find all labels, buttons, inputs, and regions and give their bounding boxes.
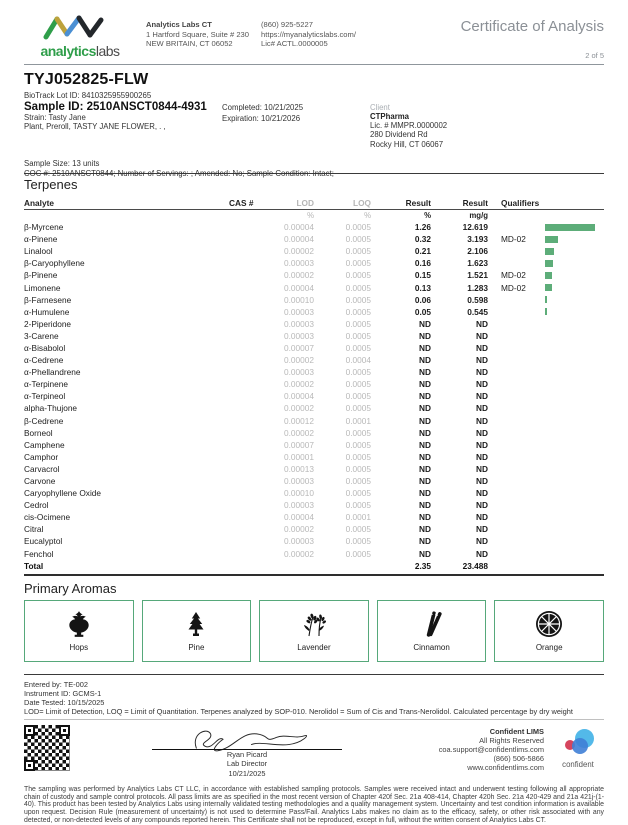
loq-value: 0.0005 bbox=[345, 342, 371, 353]
footer-row bbox=[24, 725, 604, 779]
biotrack-lot-id: BioTrack Lot ID: 8410325955900265 bbox=[24, 91, 152, 100]
analyte-name: α-Terpinene bbox=[24, 379, 68, 390]
table-row bbox=[24, 318, 604, 330]
result-percent: ND bbox=[419, 367, 431, 378]
result-percent: 0.13 bbox=[414, 282, 431, 293]
aroma-label: Cinnamon bbox=[413, 642, 450, 652]
result-bar bbox=[545, 224, 595, 231]
table-row bbox=[24, 523, 604, 535]
aromas-section-title: Primary Aromas bbox=[24, 580, 117, 596]
loq-value: 0.0005 bbox=[345, 330, 371, 341]
lab-name: Analytics Labs CT bbox=[146, 20, 212, 29]
result-percent: ND bbox=[419, 463, 431, 474]
date-tested: Date Tested: 10/15/2025 bbox=[24, 697, 105, 707]
result-percent: ND bbox=[419, 415, 431, 426]
result-mgg: ND bbox=[476, 439, 488, 450]
loq-value: 0.0005 bbox=[345, 488, 371, 499]
result-mgg: ND bbox=[476, 367, 488, 378]
lod-value: 0.00010 bbox=[284, 488, 314, 499]
result-percent: 0.21 bbox=[414, 246, 431, 257]
lod-value: 0.00002 bbox=[284, 379, 314, 390]
result-mgg: ND bbox=[476, 427, 488, 438]
unit-loq: % bbox=[364, 211, 371, 220]
analyte-name: 2-Piperidone bbox=[24, 318, 72, 329]
loq-value: 0.0005 bbox=[345, 548, 371, 559]
loq-value: 0.0005 bbox=[345, 500, 371, 511]
table-row bbox=[24, 269, 604, 281]
table-row bbox=[24, 487, 604, 499]
result-mgg: ND bbox=[476, 524, 488, 535]
lod-value: 0.00004 bbox=[284, 391, 314, 402]
result-percent: 0.06 bbox=[414, 294, 431, 305]
lab-license: Lic# ACTL.0000005 bbox=[261, 39, 328, 49]
loq-value: 0.0005 bbox=[345, 391, 371, 402]
document-title: Certificate of Analysis bbox=[460, 18, 604, 35]
result-percent: ND bbox=[419, 391, 431, 402]
table-row bbox=[24, 475, 604, 487]
lod-value: 0.00010 bbox=[284, 294, 314, 305]
result-mgg: ND bbox=[476, 548, 488, 559]
lod-value: 0.00002 bbox=[284, 524, 314, 535]
lod-value: 0.00001 bbox=[284, 451, 314, 462]
result-percent: ND bbox=[419, 512, 431, 523]
loq-value: 0.0005 bbox=[345, 234, 371, 245]
page-number: 2 of 5 bbox=[585, 51, 604, 60]
aroma-cards bbox=[24, 600, 604, 662]
loq-value: 0.0005 bbox=[345, 246, 371, 257]
lab-website: https://myanalyticslabs.com/ bbox=[261, 29, 356, 39]
lod-value: 0.00002 bbox=[284, 355, 314, 366]
result-percent: ND bbox=[419, 330, 431, 341]
col-analyte: Analyte bbox=[24, 197, 54, 208]
confident-logo bbox=[552, 725, 604, 779]
table-row bbox=[24, 306, 604, 318]
loq-value: 0.0001 bbox=[345, 415, 371, 426]
result-percent: ND bbox=[419, 379, 431, 390]
col-qualifiers: Qualifiers bbox=[501, 197, 540, 208]
unit-lod: % bbox=[307, 211, 314, 220]
table-row bbox=[24, 415, 604, 427]
analyte-name: Carvacrol bbox=[24, 463, 60, 474]
result-percent: 0.05 bbox=[414, 306, 431, 317]
result-percent: ND bbox=[419, 439, 431, 450]
signer-name: Ryan Picard bbox=[226, 749, 268, 759]
aroma-label: Lavender bbox=[297, 642, 331, 652]
analyticslabs-logo-icon bbox=[42, 14, 118, 40]
loq-value: 0.0005 bbox=[345, 439, 371, 450]
aroma-label: Hops bbox=[69, 642, 89, 652]
terpene-table bbox=[24, 196, 604, 576]
bar-cell bbox=[538, 248, 604, 255]
loq-value: 0.0005 bbox=[345, 536, 371, 547]
analyte-name: cis-Ocimene bbox=[24, 512, 71, 523]
result-mgg: 2.106 bbox=[467, 246, 488, 257]
result-percent: 0.32 bbox=[414, 234, 431, 245]
table-row bbox=[24, 402, 604, 414]
terpenes-section-title: Terpenes bbox=[24, 177, 78, 192]
sample-col-left bbox=[24, 100, 222, 149]
lod-value: 0.00004 bbox=[284, 222, 314, 233]
terpene-rows bbox=[24, 221, 604, 560]
lod-value: 0.00004 bbox=[284, 234, 314, 245]
table-row bbox=[24, 451, 604, 463]
loq-value: 0.0005 bbox=[345, 524, 371, 535]
table-row bbox=[24, 390, 604, 402]
sample-col-dates bbox=[222, 100, 352, 149]
result-mgg: ND bbox=[476, 415, 488, 426]
lod-value: 0.00012 bbox=[284, 415, 314, 426]
lab-contact bbox=[261, 14, 356, 49]
lod-value: 0.00002 bbox=[284, 246, 314, 257]
client-address-1: 280 Dividend Rd bbox=[370, 130, 428, 140]
lod-value: 0.00002 bbox=[284, 427, 314, 438]
bar-cell bbox=[538, 284, 604, 291]
sample-size: Sample Size: 13 units bbox=[24, 159, 100, 169]
client-label: Client bbox=[370, 103, 390, 112]
client-address-2: Rocky Hill, CT 06067 bbox=[370, 139, 444, 149]
loq-value: 0.0005 bbox=[345, 258, 371, 269]
table-row bbox=[24, 233, 604, 245]
col-result-mgg: Result bbox=[462, 197, 488, 208]
result-bar bbox=[545, 308, 547, 315]
cinnamon-icon bbox=[378, 608, 486, 641]
result-percent: ND bbox=[419, 427, 431, 438]
header bbox=[24, 0, 604, 60]
total-label: Total bbox=[24, 561, 44, 572]
result-mgg: 0.598 bbox=[467, 294, 488, 305]
analyte-name: Camphor bbox=[24, 451, 59, 462]
result-mgg: ND bbox=[476, 512, 488, 523]
lod-value: 0.00003 bbox=[284, 306, 314, 317]
table-row bbox=[24, 378, 604, 390]
result-mgg: ND bbox=[476, 536, 488, 547]
lod-value: 0.00002 bbox=[284, 548, 314, 559]
confident-logo-text: confident bbox=[562, 759, 594, 769]
sample-strain: Strain: Tasty Jane bbox=[24, 113, 86, 122]
aromas-divider bbox=[24, 674, 604, 675]
col-lod: LOD bbox=[296, 197, 314, 208]
lims-rights: All Rights Reserved bbox=[479, 735, 544, 745]
result-bar bbox=[545, 296, 547, 303]
lod-value: 0.00004 bbox=[284, 512, 314, 523]
qr-finder-icon bbox=[59, 725, 70, 736]
legal-disclaimer: The sampling was performed by Analytics Labs CT LLC, in accordance with established sampling protocols. Samples were received intact and underwent testing following all appropriate chain of custody and sample control protocols. All pass limits are as specified in the most recent version of Chapter 420f Sec. 21a 408-414, Chapter 420h Sec. 21a 420-429 and 21a 421j-(1-40). This product has been tested by Analytics Labs using internally validated testing methodologies and a quality management system. Uncertainty and test condition information is available upon request. Decision Rule (measurement of uncertainty) is not used to determine Pass/Fail. Analytics Labs makes no claim as to the efficacy, safety, or other risk associated with any detected, or non-detected levels of any compounds reported herein. This Certificate shall not be reproduced, except in full, without the written consent of Analytics Labs CT. bbox=[24, 785, 604, 825]
lims-website: www.confidentlims.com bbox=[467, 763, 544, 773]
lims-name: Confident LIMS bbox=[489, 726, 544, 736]
result-percent: ND bbox=[419, 524, 431, 535]
aroma-label: Orange bbox=[535, 642, 563, 652]
lod-value: 0.00003 bbox=[284, 536, 314, 547]
result-percent: ND bbox=[419, 451, 431, 462]
loq-value: 0.0001 bbox=[345, 512, 371, 523]
table-row bbox=[24, 427, 604, 439]
result-bar bbox=[545, 284, 552, 291]
table-row bbox=[24, 257, 604, 269]
col-cas: CAS # bbox=[229, 197, 254, 208]
lims-block bbox=[424, 725, 544, 779]
table-row bbox=[24, 281, 604, 293]
analyte-name: α-Cedrene bbox=[24, 355, 64, 366]
result-mgg: ND bbox=[476, 355, 488, 366]
brand-logo bbox=[24, 14, 136, 59]
analyte-name: α-Bisabolol bbox=[24, 342, 66, 353]
analyte-name: Limonene bbox=[24, 282, 61, 293]
lod-value: 0.00007 bbox=[284, 439, 314, 450]
brand-word-labs: labs bbox=[95, 43, 120, 59]
lod-value: 0.00007 bbox=[284, 342, 314, 353]
loq-value: 0.0005 bbox=[345, 463, 371, 474]
result-mgg: ND bbox=[476, 476, 488, 487]
result-percent: ND bbox=[419, 488, 431, 499]
lod-value: 0.00003 bbox=[284, 258, 314, 269]
loq-value: 0.0005 bbox=[345, 306, 371, 317]
analyte-name: α-Terpineol bbox=[24, 391, 66, 402]
col-result-pct: Result bbox=[405, 197, 431, 208]
bar-cell bbox=[538, 272, 604, 279]
table-row bbox=[24, 511, 604, 523]
result-mgg: 0.545 bbox=[467, 306, 488, 317]
result-mgg: 3.193 bbox=[467, 234, 488, 245]
table-row bbox=[24, 439, 604, 451]
result-mgg: ND bbox=[476, 379, 488, 390]
analyte-name: β-Farnesene bbox=[24, 294, 72, 305]
analyte-name: α-Pinene bbox=[24, 234, 58, 245]
expiration-date: Expiration: 10/21/2026 bbox=[222, 113, 301, 123]
bar-cell bbox=[538, 260, 604, 267]
lod-value: 0.00003 bbox=[284, 318, 314, 329]
loq-value: 0.0004 bbox=[345, 355, 371, 366]
lavender-icon bbox=[260, 608, 368, 641]
result-mgg: 12.619 bbox=[462, 222, 488, 233]
result-mgg: ND bbox=[476, 463, 488, 474]
analyte-name: Cedrol bbox=[24, 500, 49, 511]
aroma-card bbox=[142, 600, 252, 662]
client-block bbox=[370, 100, 447, 149]
loq-value: 0.0005 bbox=[345, 427, 371, 438]
table-row bbox=[24, 535, 604, 547]
loq-value: 0.0005 bbox=[345, 379, 371, 390]
orange-icon bbox=[495, 608, 603, 641]
loq-value: 0.0005 bbox=[345, 367, 371, 378]
aroma-card bbox=[494, 600, 604, 662]
lod-value: 0.00003 bbox=[284, 500, 314, 511]
lims-phone: (866) 506-5866 bbox=[493, 754, 544, 764]
bar-cell bbox=[538, 236, 604, 243]
total-percent: 2.35 bbox=[414, 561, 431, 572]
total-mgg: 23.488 bbox=[462, 561, 488, 572]
analyte-name: β-Caryophyllene bbox=[24, 258, 85, 269]
col-loq: LOQ bbox=[353, 197, 371, 208]
qualifier-value: MD-02 bbox=[501, 282, 526, 293]
aroma-card bbox=[259, 600, 369, 662]
lod-value: 0.00003 bbox=[284, 330, 314, 341]
result-percent: ND bbox=[419, 318, 431, 329]
brand-word-analytics: analytics bbox=[40, 43, 96, 59]
brand-wordmark bbox=[24, 43, 136, 59]
aroma-card bbox=[24, 600, 134, 662]
lims-email: coa.support@confidentlims.com bbox=[438, 745, 544, 755]
lod-value: 0.00004 bbox=[284, 282, 314, 293]
loq-value: 0.0005 bbox=[345, 282, 371, 293]
aroma-label: Pine bbox=[188, 642, 205, 652]
header-right bbox=[356, 14, 604, 60]
result-mgg: 1.283 bbox=[467, 282, 488, 293]
loq-value: 0.0005 bbox=[345, 403, 371, 414]
signature-block bbox=[70, 725, 424, 779]
analyte-name: Camphene bbox=[24, 439, 65, 450]
result-bar bbox=[545, 272, 552, 279]
analyte-name: Citral bbox=[24, 524, 44, 535]
unit-mgg: mg/g bbox=[469, 211, 488, 220]
result-percent: ND bbox=[419, 403, 431, 414]
analyte-name: α-Phellandrene bbox=[24, 367, 81, 378]
result-mgg: ND bbox=[476, 451, 488, 462]
analyte-name: α-Humulene bbox=[24, 306, 70, 317]
completed-date: Completed: 10/21/2025 bbox=[222, 103, 304, 112]
aroma-card bbox=[377, 600, 487, 662]
result-percent: ND bbox=[419, 548, 431, 559]
lod-value: 0.00003 bbox=[284, 367, 314, 378]
hops-icon bbox=[25, 608, 133, 641]
analyte-name: Fenchol bbox=[24, 548, 54, 559]
loq-value: 0.0005 bbox=[345, 476, 371, 487]
result-bar bbox=[545, 236, 558, 243]
analyte-name: Eucalyptol bbox=[24, 536, 63, 547]
result-mgg: ND bbox=[476, 330, 488, 341]
result-percent: ND bbox=[419, 342, 431, 353]
table-row bbox=[24, 499, 604, 511]
table-row bbox=[24, 366, 604, 378]
result-percent: ND bbox=[419, 536, 431, 547]
table-total-row bbox=[24, 560, 604, 573]
signer-date: 10/21/2025 bbox=[228, 769, 266, 779]
table-row bbox=[24, 330, 604, 342]
instrument-id: Instrument ID: GCMS-1 bbox=[24, 688, 102, 698]
analyte-name: alpha-Thujone bbox=[24, 403, 78, 414]
table-row bbox=[24, 548, 604, 560]
result-percent: ND bbox=[419, 476, 431, 487]
result-bar bbox=[545, 260, 553, 267]
analyte-name: Carvone bbox=[24, 476, 56, 487]
result-mgg: ND bbox=[476, 342, 488, 353]
analyte-name: Caryophyllene Oxide bbox=[24, 488, 102, 499]
lab-phone: (860) 925-5227 bbox=[261, 20, 313, 29]
table-header-row bbox=[24, 196, 604, 210]
result-percent: ND bbox=[419, 500, 431, 511]
loq-value: 0.0005 bbox=[345, 318, 371, 329]
sample-code: TYJ052825-FLW bbox=[24, 71, 149, 88]
result-percent: 0.15 bbox=[414, 270, 431, 281]
result-mgg: ND bbox=[476, 488, 488, 499]
pine-icon bbox=[143, 608, 251, 641]
sample-matrix: Plant, Preroll, TASTY JANE FLOWER, . , bbox=[24, 122, 166, 132]
table-row bbox=[24, 245, 604, 257]
table-units-row bbox=[24, 210, 604, 221]
result-percent: ND bbox=[419, 355, 431, 366]
bar-cell bbox=[538, 296, 604, 303]
loq-value: 0.0005 bbox=[345, 451, 371, 462]
qr-finder-icon bbox=[24, 725, 35, 736]
table-row bbox=[24, 342, 604, 354]
qr-finder-icon bbox=[24, 760, 35, 771]
sample-info bbox=[24, 65, 604, 178]
analyte-name: β-Cedrene bbox=[24, 415, 64, 426]
analyte-name: 3-Carene bbox=[24, 330, 59, 341]
result-mgg: ND bbox=[476, 403, 488, 414]
sample-bottom bbox=[24, 159, 604, 178]
bar-cell bbox=[538, 308, 604, 315]
loq-value: 0.0005 bbox=[345, 222, 371, 233]
qr-code bbox=[24, 725, 70, 771]
table-row bbox=[24, 294, 604, 306]
entered-by: Entered by: TE-002 bbox=[24, 679, 88, 689]
lod-value: 0.00002 bbox=[284, 403, 314, 414]
result-mgg: ND bbox=[476, 500, 488, 511]
analyte-name: β-Myrcene bbox=[24, 222, 64, 233]
lod-value: 0.00003 bbox=[284, 476, 314, 487]
lod-note: LOD= Limit of Detection, LOQ = Limit of Quantitation. Terpenes analyzed by SOP-010. Nerolidol = Sum of Cis and Trans-Nerolidol. Calculated percentage by dry weight bbox=[24, 706, 573, 716]
result-percent: 1.26 bbox=[414, 222, 431, 233]
table-row bbox=[24, 221, 604, 233]
analyte-name: β-Pinene bbox=[24, 270, 58, 281]
result-mgg: ND bbox=[476, 391, 488, 402]
lod-value: 0.00002 bbox=[284, 270, 314, 281]
coc-line: COC #: 2510ANSCT0844; Number of Servings: ; Amended: No; Sample Condition: Intact; bbox=[24, 168, 334, 178]
analyte-name: Borneol bbox=[24, 427, 53, 438]
lab-address-2: NEW BRITAIN, CT 06052 bbox=[146, 39, 233, 49]
result-mgg: 1.623 bbox=[467, 258, 488, 269]
result-percent: 0.16 bbox=[414, 258, 431, 269]
lod-value: 0.00013 bbox=[284, 463, 314, 474]
table-row bbox=[24, 354, 604, 366]
confident-logo-icon bbox=[561, 729, 595, 759]
result-bar bbox=[545, 248, 554, 255]
lab-info bbox=[146, 14, 249, 49]
sample-columns bbox=[24, 100, 604, 149]
sample-id: Sample ID: 2510ANSCT0844-4931 bbox=[24, 101, 207, 113]
analyte-name: Linalool bbox=[24, 246, 53, 257]
signer-title: Lab Director bbox=[226, 759, 268, 769]
loq-value: 0.0005 bbox=[345, 270, 371, 281]
unit-pct: % bbox=[424, 211, 431, 220]
result-mgg: 1.521 bbox=[467, 270, 488, 281]
qualifier-value: MD-02 bbox=[501, 234, 526, 245]
qualifier-value: MD-02 bbox=[501, 270, 526, 281]
footer-meta bbox=[24, 680, 604, 716]
footer-divider bbox=[24, 719, 604, 720]
client-license: Lic. # MMPR.0000002 bbox=[370, 121, 448, 130]
lab-address-1: 1 Hartford Square, Suite # 230 bbox=[146, 29, 250, 39]
table-row bbox=[24, 463, 604, 475]
client-name: CTPharma bbox=[370, 112, 409, 121]
bar-cell bbox=[538, 224, 604, 231]
result-mgg: ND bbox=[476, 318, 488, 329]
loq-value: 0.0005 bbox=[345, 294, 371, 305]
